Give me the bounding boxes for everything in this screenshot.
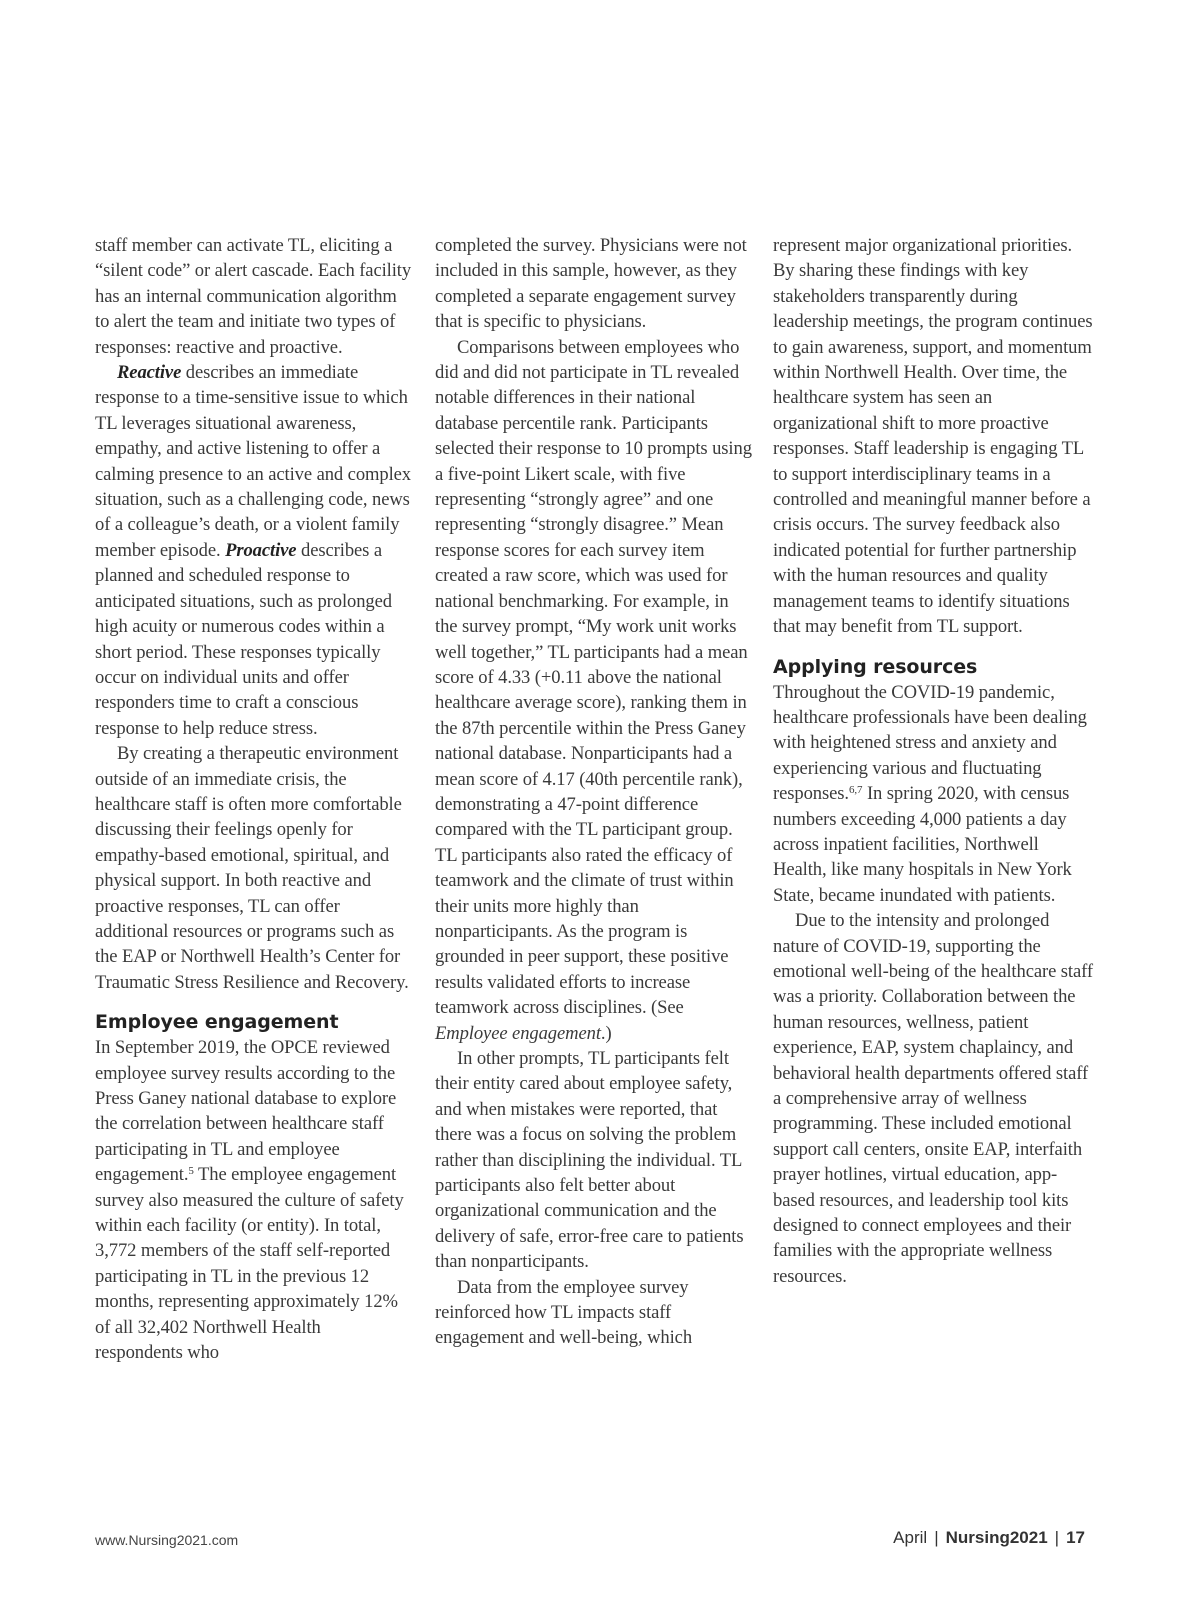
- page-number: 17: [1066, 1528, 1085, 1547]
- cross-reference: Employee engagement: [435, 1022, 601, 1044]
- paragraph: completed the survey. Physicians were not included in this sample, however, as they completed a separate engagement survey that is specific to physicians.: [435, 235, 747, 333]
- text: describes a planned and scheduled response to anticipated situations, such as prolonged high acuity or numerous codes within a short period. These responses typically occur on individual units and offer responders time to craft a conscious response to help reduce stress.: [95, 539, 392, 739]
- text: .): [600, 1022, 612, 1044]
- column-1: [95, 233, 413, 1365]
- text: The employee engagement survey also measured the culture of safety within each facility (or entity). In total, 3,772 members of the staff self-reported participating in TL in the previous 12 months, representing approximately 12% of all 32,402 Northwell Health respondents who: [95, 1164, 404, 1364]
- paragraph: By creating a therapeutic environment outside of an immediate crisis, the healthcare staff is often more comfortable discussing their feelings openly for empathy-based emotional, spiritual, and physical support. In both reactive and proactive responses, TL can offer additional resources or programs such as the EAP or Northwell Health’s Center for Traumatic Stress Resilience and Recovery.: [95, 743, 409, 993]
- column-3: [773, 233, 1093, 1289]
- footer-separator: |: [934, 1528, 939, 1547]
- section-heading: Applying resources: [773, 655, 978, 678]
- paragraph: [95, 1035, 413, 1365]
- footer-month: April: [893, 1528, 928, 1547]
- reference: 5: [188, 1165, 194, 1178]
- paragraph: In other prompts, TL participants felt their entity cared about employee safety, and when mistakes were reported, that there was a focus on solving the problem rather than disciplining the individual. TL participants also felt better about organizational communication and the delivery of safe, error-free care to patients than nonparticipants.: [435, 1048, 744, 1273]
- text: In September 2019, the OPCE reviewed employee survey results according to the Press Ganey national database to explore the correlation between healthcare staff participating in TL and employee engagement.: [95, 1037, 397, 1186]
- paragraph: [95, 360, 413, 741]
- text: Comparisons between employees who did and did not participate in TL revealed notable differences in their national database percentile rank. Participants selected their response to 10 prompts using a five-point Likert scale, with five representing “strongly agree” and one representing “strongly disagree.” Mean response scores for each survey item created a raw score, which was used for national benchmarking. For example, in the survey prompt, “My work unit works well together,” TL participants had a mean score of 4.33 (+0.11 above the national healthcare average score), ranking them in the 87th percentile within the Press Ganey national database. Nonparticipants had a mean score of 4.17 (40th percentile rank), demonstrating a 47-point difference compared with the TL participant group. TL participants also rated the efficacy of teamwork and the climate of trust within their units more highly than nonparticipants. As the program is grounded in peer support, these positive results validated efforts to increase teamwork across disciplines. (See: [435, 336, 752, 1019]
- footer-folio: [893, 1528, 1085, 1548]
- section-heading: Employee engagement: [95, 1011, 339, 1034]
- term-reactive: Reactive: [117, 362, 182, 384]
- text: describes an immediate response to a time-sensitive issue to which TL leverages situational awareness, empathy, and active listening to offer a calming presence to an active and complex situation, such as a challenging code, news of a colleague’s death, or a violent family member episode.: [95, 362, 411, 561]
- term-proactive: Proactive: [225, 539, 297, 561]
- footer-separator: |: [1054, 1528, 1060, 1547]
- footer-url: www.Nursing2021.com: [95, 1532, 239, 1548]
- paragraph: Data from the employee survey reinforced how TL impacts staff engagement and well-being, which: [435, 1276, 693, 1349]
- column-2: [435, 233, 753, 1351]
- reference: 6,7: [848, 784, 863, 797]
- paragraph: staff member can activate TL, eliciting a “silent code” or alert cascade. Each facility has an internal communication algorithm to alert the team and initiate two types of responses: reactive and proactive.: [95, 235, 412, 358]
- paragraph: represent major organizational priorities. By sharing these findings with key stakeholders transparently during leadership meetings, the program continues to gain awareness, support, and momentum within Northwell Health. Over time, the healthcare system has seen an organizational shift to more proactive responses. Staff leadership is engaging TL to support interdisciplinary teams in a controlled and meaningful manner before a crisis occurs. The survey feedback also indicated potential for further partnership with the human resources and quality management teams to identify situations that may benefit from TL support.: [773, 235, 1093, 638]
- paragraph: [773, 680, 1093, 909]
- footer-magazine: Nursing2021: [945, 1528, 1048, 1547]
- text: Throughout the COVID-19 pandemic, healthcare professionals have been dealing with heightened stress and anxiety and experiencing various and fluctuating responses.: [773, 681, 1087, 805]
- paragraph: Due to the intensity and prolonged nature of COVID-19, supporting the emotional well-being of the healthcare staff was a priority. Collaboration between the human resources, wellness, patient experience, EAP, system chaplaincy, and behavioral health departments offered staff a comprehensive array of wellness programming. These included emotional support call centers, onsite EAP, interfaith prayer hotlines, virtual education, app-based resources, and leadership tool kits designed to connect employees and their families with the appropriate wellness resources.: [773, 910, 1094, 1287]
- paragraph: [435, 335, 753, 1046]
- text: In spring 2020, with census numbers exceeding 4,000 patients a day across inpatient facilities, Northwell Health, like many hospitals in New York State, became inundated with patients.: [773, 783, 1072, 906]
